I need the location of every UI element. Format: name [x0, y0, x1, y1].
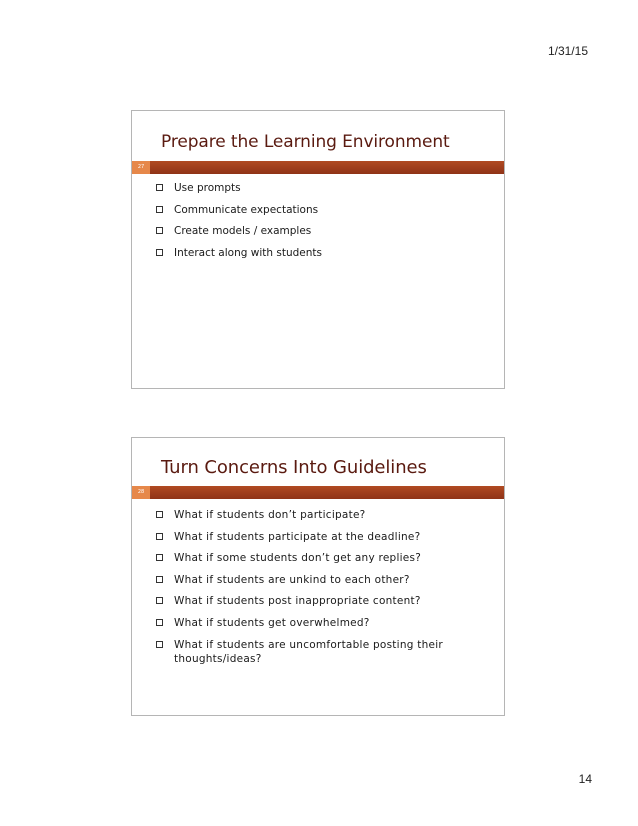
slide-title: Turn Concerns Into Guidelines	[161, 457, 427, 478]
bullet-item: What if students are uncomfortable posting their thoughts/ideas?	[155, 638, 484, 666]
title-bar	[132, 486, 504, 499]
bullet-item: What if students participate at the deadline?	[155, 530, 484, 544]
checkbox-bullet-icon	[156, 597, 163, 604]
bullet-item: Interact along with students	[155, 246, 484, 260]
slide-27	[131, 110, 505, 389]
bullet-item: What if students are unkind to each other?	[155, 573, 484, 587]
bullet-item: Use prompts	[155, 181, 484, 195]
title-bar	[132, 161, 504, 174]
checkbox-bullet-icon	[156, 184, 163, 191]
checkbox-bullet-icon	[156, 641, 163, 648]
checkbox-bullet-icon	[156, 511, 163, 518]
header-date: 1/31/15	[547, 44, 588, 58]
page-number: 14	[578, 772, 592, 786]
checkbox-bullet-icon	[156, 249, 163, 256]
bullet-item: What if students post inappropriate content?	[155, 594, 484, 608]
bullet-item: Create models / examples	[155, 224, 484, 238]
checkbox-bullet-icon	[156, 554, 163, 561]
bullet-item: What if students don’t participate?	[155, 508, 484, 522]
checkbox-bullet-icon	[156, 533, 163, 540]
bullet-list	[155, 181, 484, 267]
slide-28	[131, 437, 505, 716]
bullet-item: What if students get overwhelmed?	[155, 616, 484, 630]
bullet-item: What if some students don’t get any replies?	[155, 551, 484, 565]
slide-title: Prepare the Learning Environment	[161, 132, 450, 152]
bullet-list	[155, 508, 484, 673]
slide-number: 28	[132, 486, 150, 499]
checkbox-bullet-icon	[156, 206, 163, 213]
slide-number: 27	[132, 161, 150, 174]
checkbox-bullet-icon	[156, 227, 163, 234]
checkbox-bullet-icon	[156, 619, 163, 626]
bullet-item: Communicate expectations	[155, 203, 484, 217]
checkbox-bullet-icon	[156, 576, 163, 583]
